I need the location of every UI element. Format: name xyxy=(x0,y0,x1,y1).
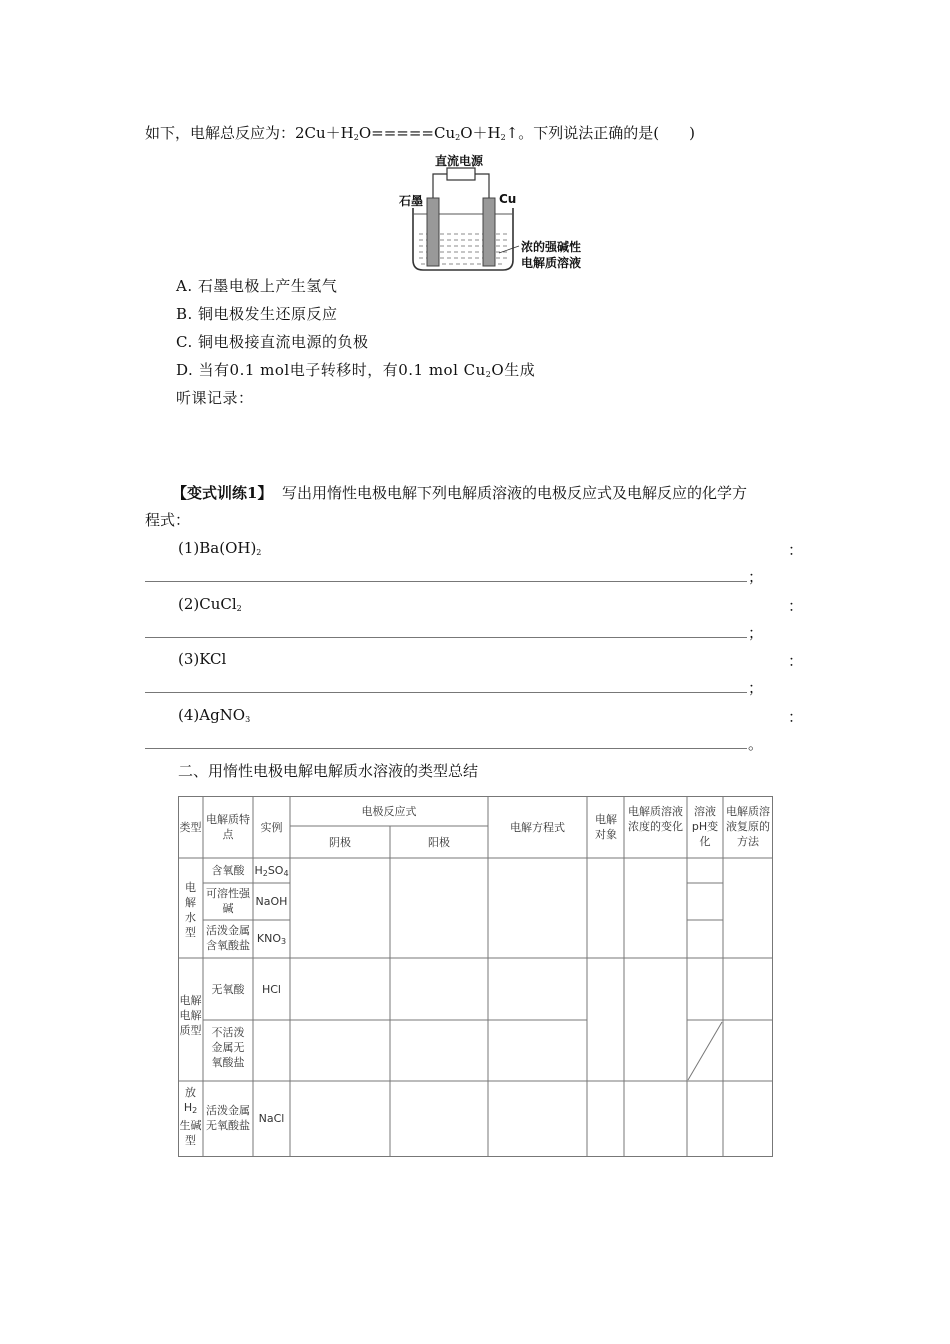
solution-label-line2: 电解质溶液 xyxy=(521,256,582,270)
colon-3: ： xyxy=(788,652,804,670)
answer-line-1[interactable] xyxy=(145,581,747,582)
solution-label-line1: 浓的强碱性 xyxy=(521,240,582,254)
copper-electrode xyxy=(483,198,495,266)
answer-line-3[interactable] xyxy=(145,692,747,693)
option-d: D. 当有0.1 mol电子转移时，有0.1 mol $Cu_2O$生成 xyxy=(176,361,536,379)
th-cathode: 阴极 xyxy=(329,836,351,849)
th-anode: 阳极 xyxy=(428,836,450,849)
table-grid xyxy=(178,796,773,1157)
colon-2: ： xyxy=(788,597,804,615)
example-hcl: HCl xyxy=(261,983,281,996)
feature-active-metal-salt: 活泼金属无氧酸盐 xyxy=(206,1104,250,1132)
feature-anaerobic-acid: 无氧酸 xyxy=(211,983,245,996)
option-c: C. 铜电极接直流电源的负极 xyxy=(176,333,369,351)
answer-line-4[interactable] xyxy=(145,748,747,749)
right-electrode-label: Cu xyxy=(499,192,517,206)
power-label: 直流电源 xyxy=(435,154,484,168)
feature-oxyacid: 含氧酸 xyxy=(211,864,245,877)
type-electrolyze-water: 电解水型 xyxy=(185,881,196,939)
exercise-title-line2: 程式： xyxy=(145,511,191,529)
end-mark-1: ； xyxy=(748,568,764,586)
notes-label: 听课记录： xyxy=(176,389,254,407)
th-example: 实例 xyxy=(260,821,283,834)
th-ph: 溶液pH变化 xyxy=(691,805,719,848)
section-title: 二、用惰性电极电解电解质水溶液的类型总结 xyxy=(178,762,479,780)
power-source-icon xyxy=(447,168,475,180)
option-b: B. 铜电极发生还原反应 xyxy=(176,305,338,323)
th-feature: 电解质特点 xyxy=(206,813,250,841)
exercise-item-1: $(1)Ba(OH)_2$ xyxy=(178,539,262,557)
electrolysis-diagram xyxy=(395,148,595,273)
example-nacl: NaCl xyxy=(258,1112,285,1125)
graphite-electrode xyxy=(427,198,439,266)
feature-strong-base: 可溶性强碱 xyxy=(206,887,250,915)
example-h2so4: $H_2SO_4$ xyxy=(254,864,289,878)
th-type: 类型 xyxy=(179,821,202,834)
colon-4: ： xyxy=(788,708,804,726)
left-electrode-label: 石墨 xyxy=(399,194,424,208)
exercise-item-4: (4)AgNO$_3$ xyxy=(178,706,251,724)
exercise-item-2: (2)CuCl$_2$ xyxy=(178,595,242,613)
example-kno3: $KNO_3$ xyxy=(256,932,287,946)
type-h2-base: 放 $H_2$ 生碱 型 xyxy=(179,1086,202,1147)
feature-inactive-metal-salt: 不活泼金属无氧酸盐 xyxy=(211,1026,245,1069)
th-object: 电解对象 xyxy=(595,813,617,841)
summary-table xyxy=(178,796,773,1157)
option-a: A. 石墨电极上产生氢气 xyxy=(176,277,338,295)
th-electrode-reaction: 电极反应式 xyxy=(361,805,417,818)
type-electrolyze-electrolyte: 电解电解质型 xyxy=(179,994,202,1037)
th-equation: 电解方程式 xyxy=(510,821,565,834)
th-restore: 电解质溶液复原的方法 xyxy=(726,805,770,848)
end-mark-4: 。 xyxy=(748,735,764,753)
feature-active-metal-oxysalt: 活泼金属含氧酸盐 xyxy=(206,924,250,952)
end-mark-2: ； xyxy=(748,624,764,642)
exercise-title: 【变式训练1】 写出用惰性电极电解下列电解质溶液的电极反应式及电解反应的化学方 xyxy=(172,484,748,502)
th-concentration: 电解质溶液浓度的变化 xyxy=(628,805,683,833)
end-mark-3: ； xyxy=(748,679,764,697)
question-stem: 如下，电解总反应为：$2Cu+H_2O=====Cu_2O+H_2↑$。下列说法正确的是( ) xyxy=(145,124,695,142)
example-naoh: NaOH xyxy=(255,895,288,908)
colon-1: ： xyxy=(788,541,804,559)
exercise-item-3: (3)KCl xyxy=(178,650,227,668)
answer-line-2[interactable] xyxy=(145,637,747,638)
